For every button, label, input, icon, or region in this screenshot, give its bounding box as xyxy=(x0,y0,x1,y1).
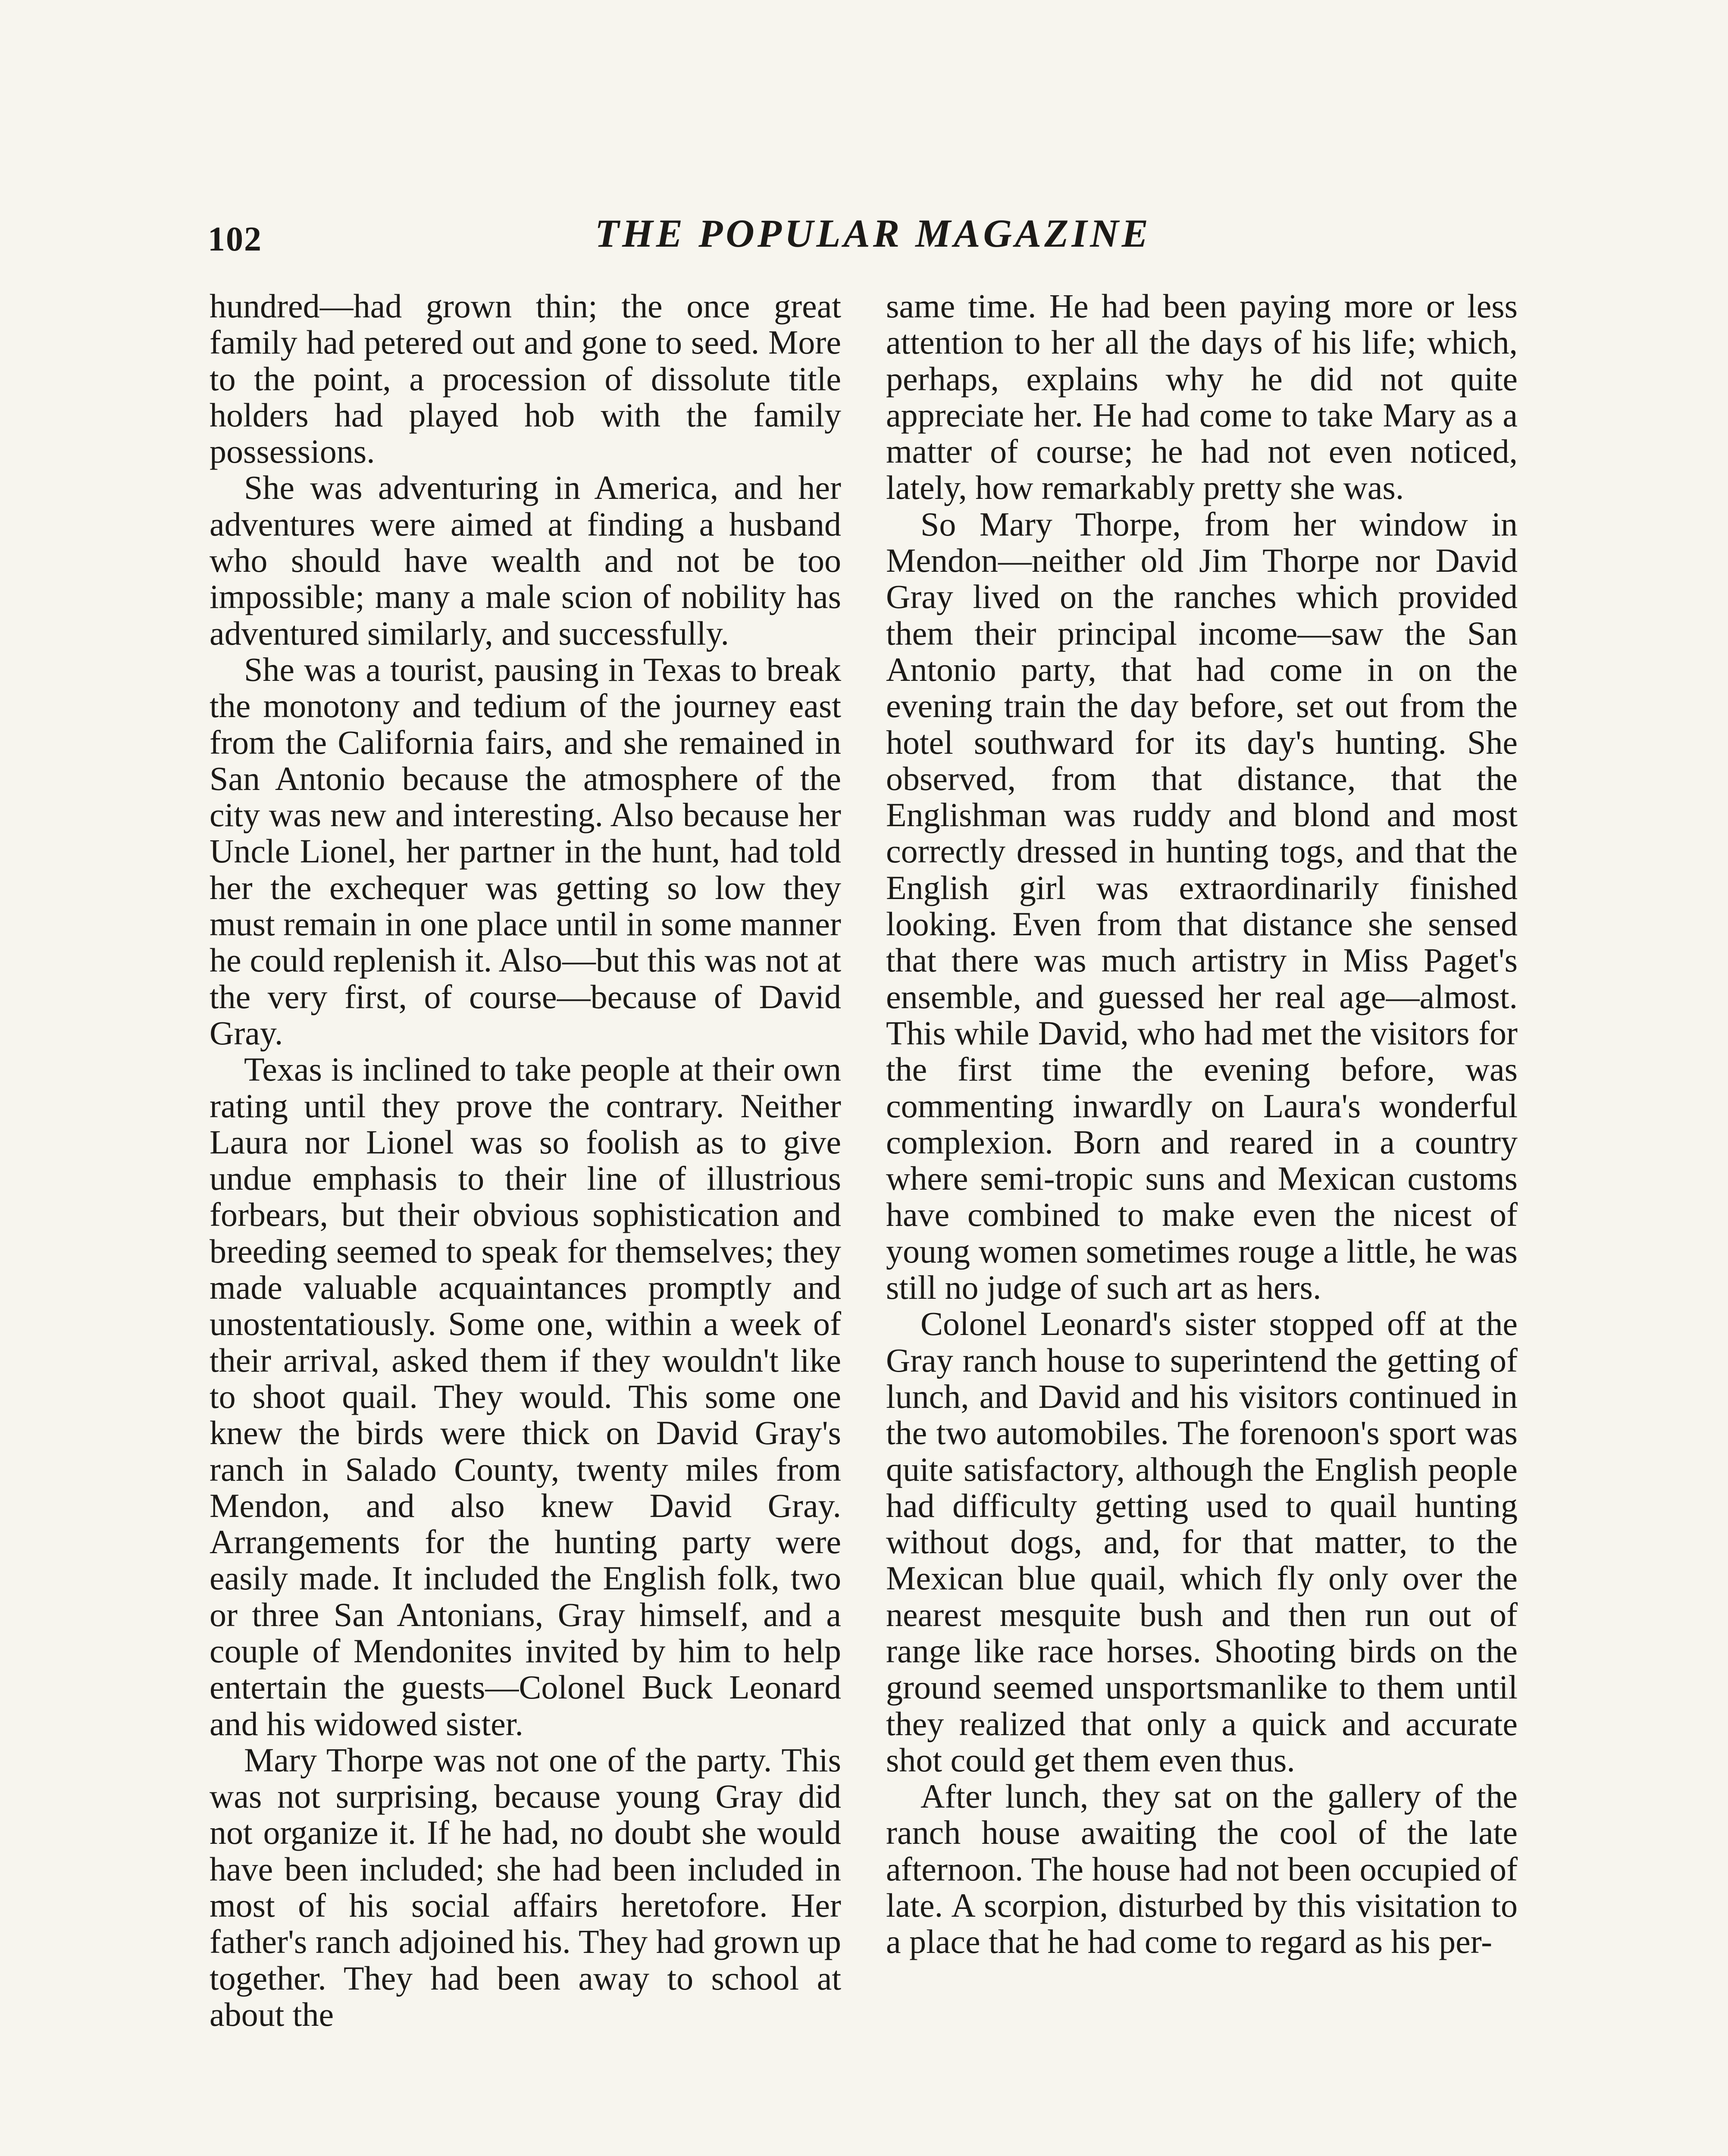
paragraph: Colonel Leonard's sister stopped off at the Gray ranch house to superintend the getting of lunch, and David and his visitors continued in the two automobiles. The forenoon's sport was quite satisfactory, although the English people had difficulty getting used to quail hunting without dogs, and, for that matter, to the Mexican blue quail, which fly only over the nearest mesquite bush and then run out of range like race horses. Shooting birds on the ground seemed unsportsmanlike to them until they realized that only a quick and accurate shot could get them even thus. xyxy=(886,1305,1518,1779)
paragraph: She was adventuring in America, and her adventures were aimed at finding a husband who should have wealth and not be too impossible; many a male scion of nobility has adventured similarly, and successfully. xyxy=(210,469,841,652)
paragraph: same time. He had been paying more or less attention to her all the days of his life; which, perhaps, explains why he did not quite appreciate her. He had come to take Mary as a matter of course; he had not even noticed, lately, how remarkably pretty she was. xyxy=(886,288,1518,507)
page-header xyxy=(0,203,1728,267)
magazine-title: THE POPULAR MAGAZINE xyxy=(595,211,1152,255)
left-column xyxy=(210,288,841,2156)
page-number: 102 xyxy=(208,220,262,258)
paragraph: So Mary Thorpe, from her window in Mendon—neither old Jim Thorpe nor David Gray lived on the ranches which provided them their principal income—saw the San Antonio party, that had come in on the evening train the day before, set out from the hotel southward for its day's hunting. She observed, from that distance, that the Englishman was ruddy and blond and most correctly dressed in hunting togs, and that the English girl was extraordinarily finished looking. Even from that distance she sensed that there was much artistry in Miss Paget's ensemble, and guessed her real age—almost. This while David, who had met the visitors for the first time the evening before, was commenting inwardly on Laura's wonderful complexion. Born and reared in a country where semi-tropic suns and Mexican customs have combined to make even the nicest of young women sometimes rouge a little, he was still no judge of such art as hers. xyxy=(886,505,1518,1307)
paragraph: hundred—had grown thin; the once great family had petered out and gone to seed. More to the point, a procession of dissolute title holders had played hob with the family possessions. xyxy=(210,288,841,470)
paragraph: Mary Thorpe was not one of the party. This was not surprising, because young Gray did not organize it. If he had, no doubt she would have been included; she had been included in most of his social affairs heretofore. Her father's ranch adjoined his. They had grown up together. They had been away to school at about the xyxy=(210,1741,841,2033)
paragraph: Texas is inclined to take people at their own rating until they prove the contrary. Neither Laura nor Lionel was so foolish as to give undue emphasis to their line of illustrious forbears, but their obvious sophistication and breeding seemed to speak for themselves; they made valuable acquaintances promptly and unostentatiously. Some one, within a week of their arrival, asked them if they wouldn't like to shoot quail. They would. This some one knew the birds were thick on David Gray's ranch in Salado County, twenty miles from Mendon, and also knew David Gray. Arrangements for the hunting party were easily made. It included the English folk, two or three San Antonians, Gray himself, and a couple of Mendonites invited by him to help entertain the guests—Colonel Buck Leonard and his widowed sister. xyxy=(210,1050,841,1742)
paragraph: After lunch, they sat on the gallery of the ranch house awaiting the cool of the late afternoon. The house had not been occupied of late. A scorpion, disturbed by this visitation to a place that he had come to regard as his per- xyxy=(886,1777,1518,1961)
right-column xyxy=(886,288,1518,2156)
paragraph: She was a tourist, pausing in Texas to break the monotony and tedium of the journey east from the California fairs, and she remained in San Antonio because the atmosphere of the city was new and interesting. Also because her Uncle Lionel, her partner in the hunt, had told her the exchequer was getting so low they must remain in one place until in some manner he could replenish it. Also—but this was not at the very first, of course—because of David Gray. xyxy=(210,650,841,1052)
